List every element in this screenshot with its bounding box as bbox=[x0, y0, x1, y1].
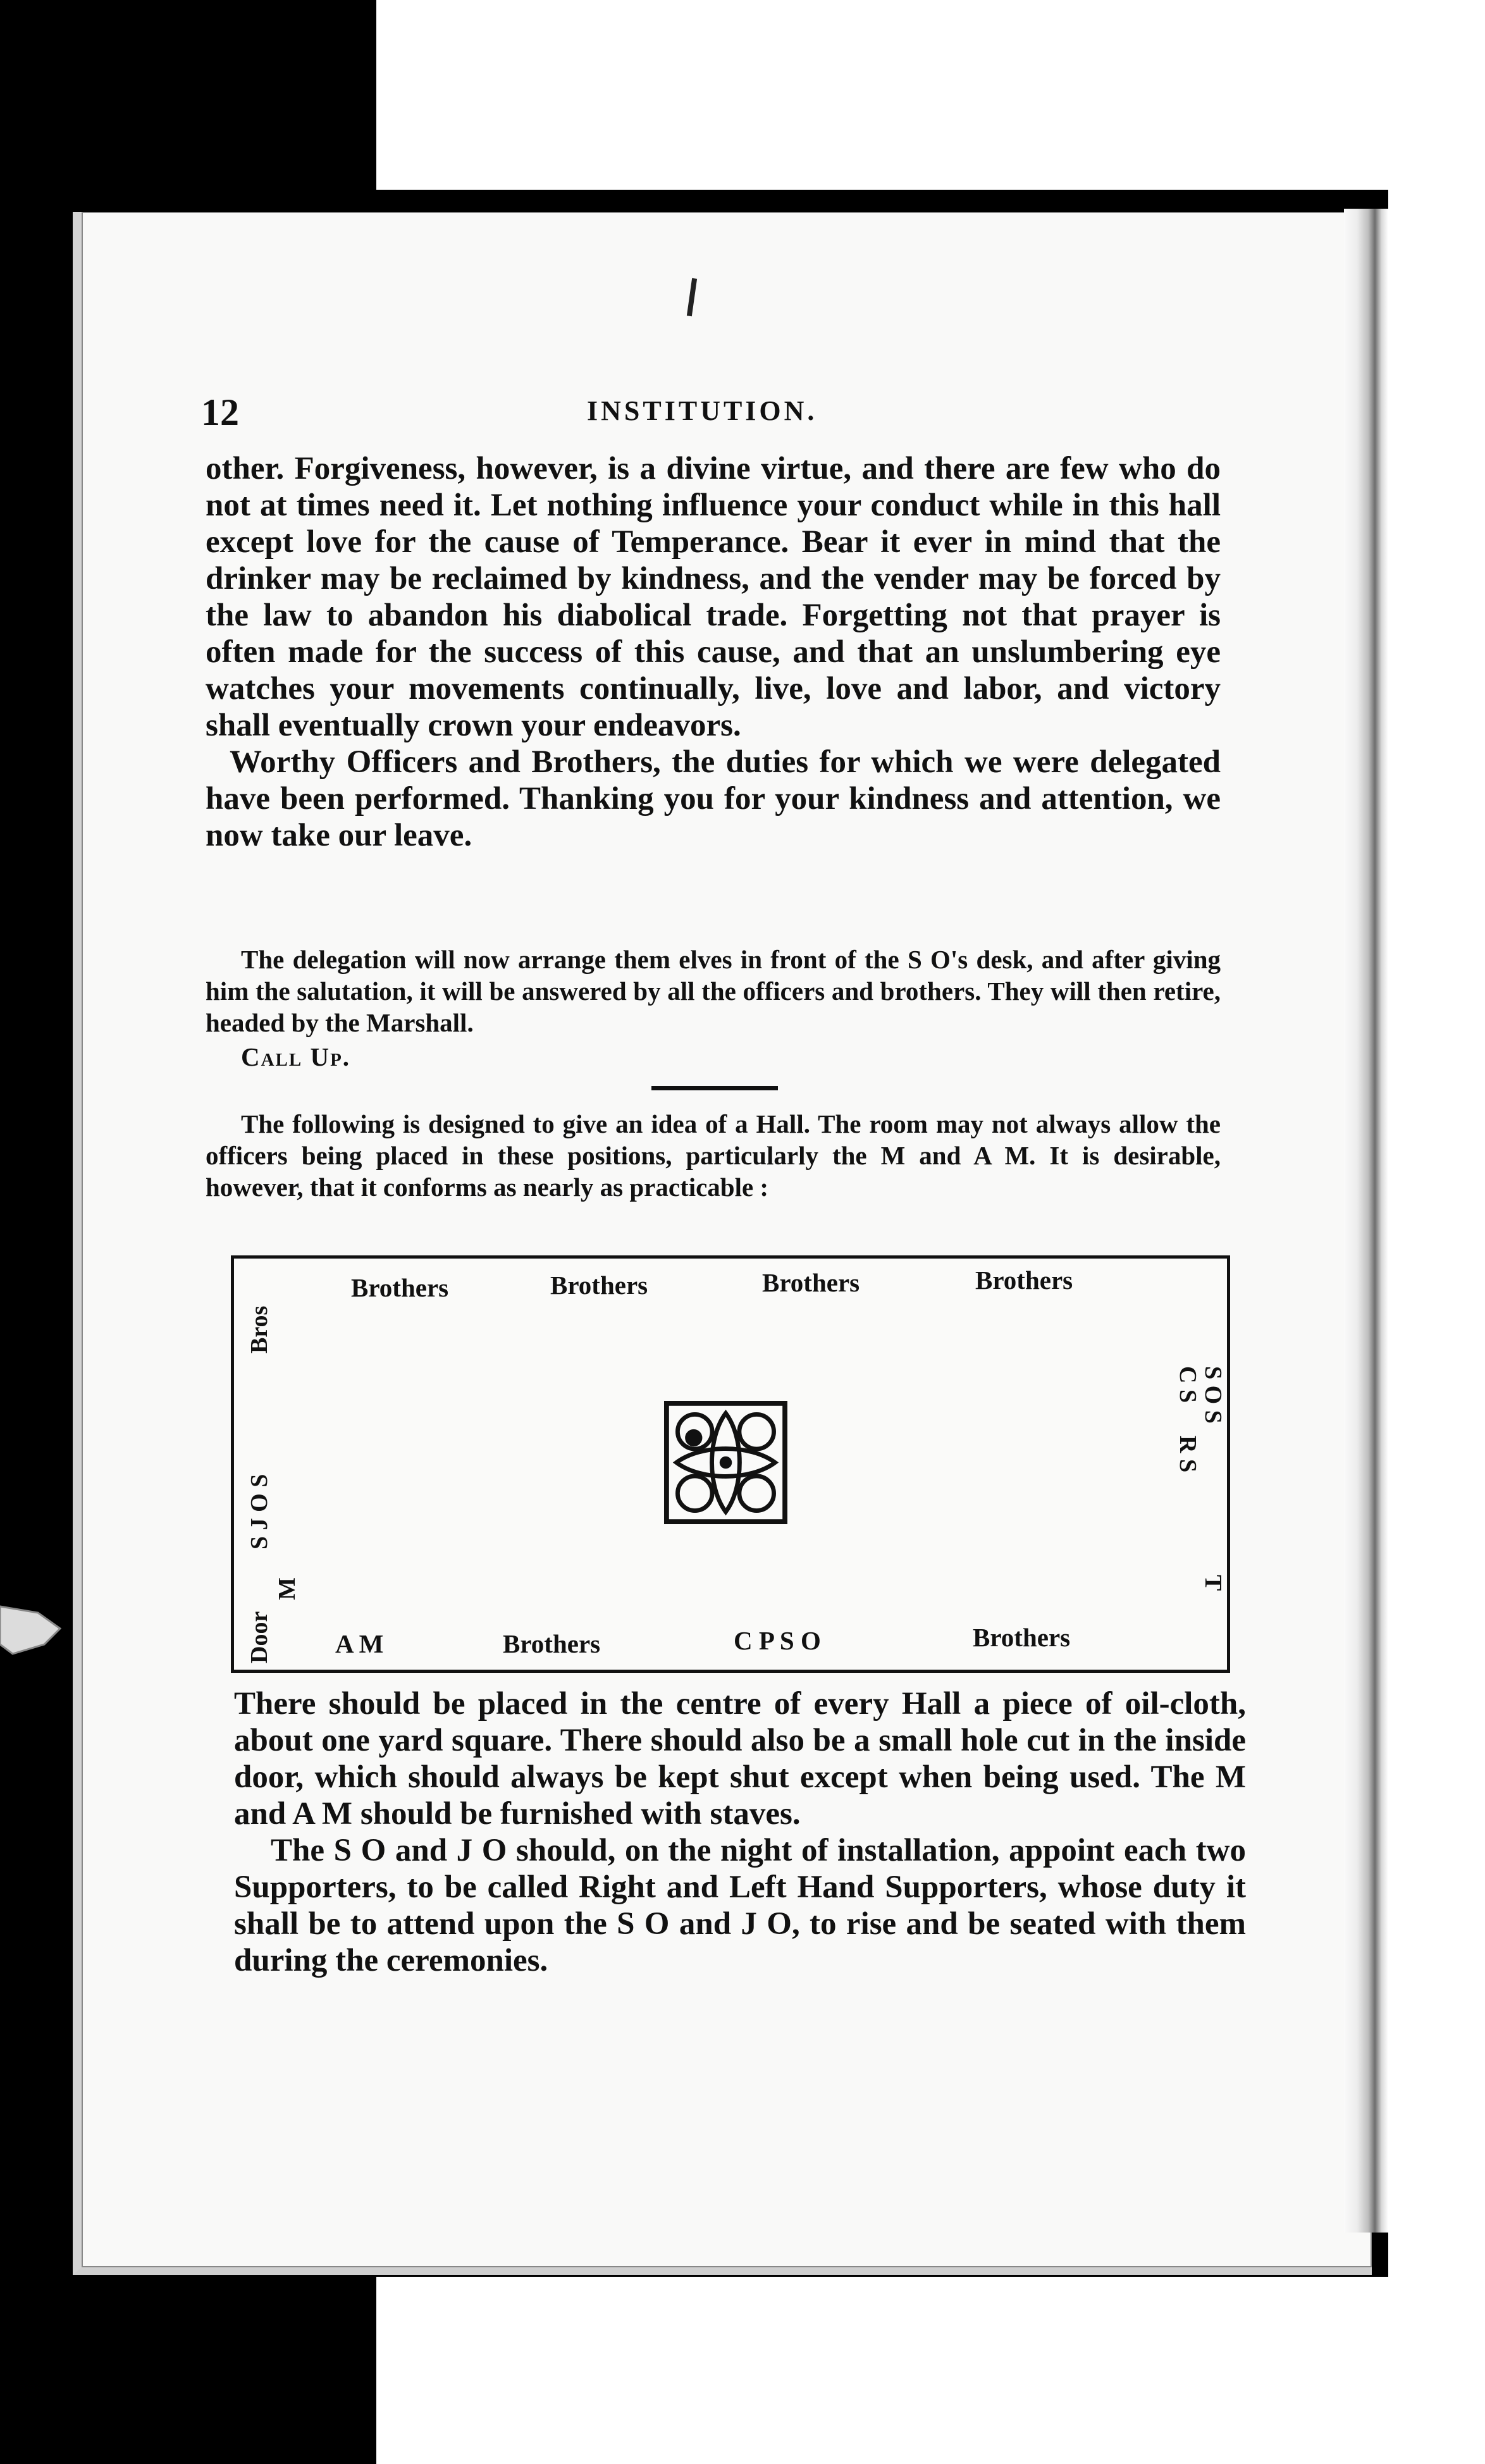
right-sos: S O S bbox=[1200, 1366, 1226, 1424]
instruction-text bbox=[206, 944, 1221, 1073]
right-cs: C S bbox=[1174, 1366, 1201, 1403]
background-page-bottom bbox=[376, 2277, 1485, 2464]
hall-diagram bbox=[231, 1255, 1230, 1673]
background-page-right bbox=[1388, 183, 1485, 2283]
section-rule bbox=[651, 1086, 778, 1090]
torn-edge-mark bbox=[0, 1594, 70, 1663]
right-rs: R S bbox=[1174, 1436, 1201, 1473]
paragraph-hall-intro: The following is designed to give an idea of a Hall. The room may not always allow the officers being placed in these positions, particularly the M and A M. It is desirable, however, that it conforms as nearly as practicable : bbox=[206, 1109, 1221, 1202]
left-door: Door bbox=[246, 1611, 273, 1663]
bottom-brothers-1: Brothers bbox=[503, 1629, 601, 1658]
bottom-cpso: C P S O bbox=[734, 1626, 821, 1655]
top-brothers-4: Brothers bbox=[975, 1266, 1073, 1295]
top-brothers-2: Brothers bbox=[550, 1271, 648, 1300]
bottom-brothers-2: Brothers bbox=[973, 1623, 1071, 1652]
page-number: 12 bbox=[201, 391, 239, 433]
page-header bbox=[201, 391, 1226, 433]
background-page-top bbox=[376, 0, 1485, 190]
paragraph-leave: Worthy Officers and Brothers, the duties for which we were delegated have been performed. Thanking you for your kindness and attention, we now take our leave. bbox=[206, 744, 1221, 853]
running-head: INSTITUTION. bbox=[587, 395, 818, 426]
paragraph-supporters: The S O and J O should, on the night of installation, appoint each two Supporters, to be called Right and Left Hand Supporters, whose duty it shall be to attend upon the S O and J O, to rise and be seated with them during the ceremonies. bbox=[234, 1833, 1246, 1978]
left-m: M bbox=[274, 1577, 300, 1600]
right-t: T bbox=[1200, 1575, 1226, 1591]
hall-intro-text bbox=[206, 1108, 1221, 1203]
paragraph-forgiveness: other. Forgiveness, however, is a divine virtue, and there are few who do not at times need it. Let nothing influence your conduct while in this hall except love for the cause of Temperance. Bear it ever in mind that the drinker may be reclaimed by kindness, and the vender may be forced by the law to abandon his diabolical trade. Forgetting not that prayer is often made for the success of this cause, and that an unslumbering eye watches your movements continually, live, love and labor, and victory shall eventually crown your endeavors. bbox=[206, 451, 1221, 743]
left-bros: Bros bbox=[246, 1305, 273, 1353]
page-gutter-shadow bbox=[1344, 209, 1388, 2233]
bottom-am: A M bbox=[335, 1629, 384, 1658]
call-up: Call Up. bbox=[241, 1042, 351, 1071]
top-brothers-3: Brothers bbox=[762, 1268, 860, 1297]
top-brothers-1: Brothers bbox=[351, 1273, 449, 1302]
body-text bbox=[206, 450, 1221, 854]
oil-cloth-ornament-icon bbox=[664, 1401, 787, 1524]
lower-text bbox=[234, 1685, 1246, 1979]
paragraph-oil-cloth: There should be placed in the centre of every Hall a piece of oil-cloth, about one yard square. There should also be a small hole cut in the inside door, which should always be kept shut except when being used. The M and A M should be furnished with staves. bbox=[234, 1686, 1246, 1832]
paragraph-delegation: The delegation will now arrange them elves in front of the S O's desk, and after giving him the salutation, it will be answered by all the officers and brothers. They will then retire, headed by the Marshall. bbox=[206, 945, 1221, 1037]
left-sjos: S J O S bbox=[246, 1474, 273, 1549]
